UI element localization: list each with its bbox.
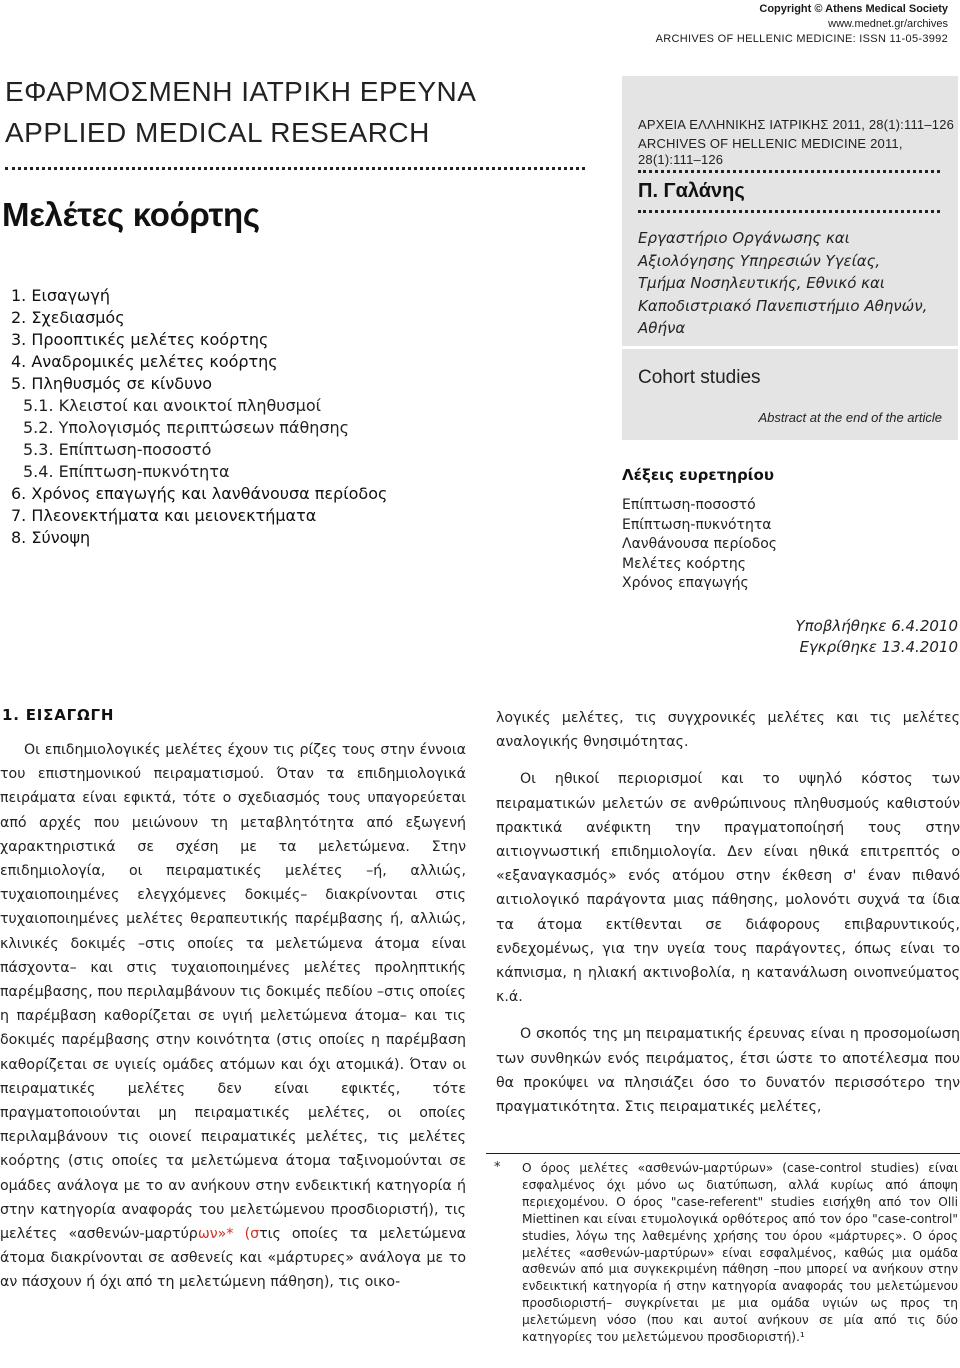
issn-line: ARCHIVES OF HELLENIC MEDICINE: ISSN 11-05-3992 — [655, 33, 948, 45]
section-title-english: APPLIED MEDICAL RESEARCH — [5, 117, 430, 148]
keyword: Μελέτες κοόρτης — [622, 555, 746, 572]
accepted-date: Εγκρίθηκε 13.4.2010 — [799, 638, 958, 656]
english-title: Cohort studies — [638, 367, 761, 388]
body-left-column — [0, 706, 466, 1295]
article-title: Μελέτες κοόρτης — [2, 196, 260, 233]
author-affiliation — [638, 227, 948, 340]
paragraph-text: τις οποίες τα μελετώμενα άτομα διακρίνονται σε ασθενείς και «μάρτυρες» ανάλογα με το αν πάσχουν ή όχι από τη μελετώμενη πάθηση), τις οικο- — [0, 1226, 466, 1291]
toc-item[interactable]: 1. Εισαγωγή — [11, 286, 111, 305]
footnote-mark: * — [494, 1160, 501, 1175]
keyword: Επίπτωση-ποσοστό — [622, 497, 756, 513]
toc-subitem[interactable]: 5.2. Υπολογισμός περιπτώσεων πάθησης — [23, 418, 350, 437]
journal-url[interactable]: www.mednet.gr/archives — [828, 18, 948, 30]
toc-item[interactable]: 4. Αναδρομικές μελέτες κοόρτης — [11, 352, 278, 371]
journal-citation-greek: ΑΡΧΕΙΑ ΕΛΛΗΝΙΚΗΣ ΙΑΤΡΙΚΗΣ 2011, 28(1):111–126 — [638, 117, 955, 132]
footnote-text: Ο όρος μελέτες «ασθενών-μαρτύρων» (case-control studies) είναι εσφαλμένος όχι μόνο ως διατύπωση, αλλά κυρίως από άποψη περιεχομένου. Ο όρος "case-referent" studies εισήχθη από τον Olli Miettinen και είναι ετυμολογικά ορθότερος από τον όρο "case-control" studies, λόγω της λαθεμένης χρήσης του όρου «μάρτυρες». Ο όρος μελέτες «ασθενών-μαρτύρων» είναι εσφαλμένος, καθώς μια ομάδα ασθενών από μια συγκεκριμένη πάθηση –που μπορεί να ανήκουν στην ενδεικτική κατηγορία ή στην κατηγορία αναφοράς του μελετώμενου προσδιοριστή– συγκρίνεται με μια ομάδα υγιών ως προς τη μελετώμενη νόσο (που και αυτοί ανήκουν σε μία από τις δύο κατηγορίες του μελετώμενου προσδιοριστή).¹ — [522, 1161, 958, 1345]
dotted-divider — [638, 170, 940, 173]
toc-subitem[interactable]: 5.1. Κλειστοί και ανοικτοί πληθυσμοί — [23, 396, 322, 415]
highlighted-text: (σ — [233, 1226, 260, 1243]
body-paragraph: Ο σκοπός της μη πειραματικής έρευνας είναι η προσομοίωση των συνθηκών ενός πειράματος, έτσι ώστε το αποτέλεσμα που θα προκύψει να πλησιάζει όσο το δυνατόν περισσότερο την πραγματικότητα. Στις πειραματικές μελέτες, — [496, 1026, 960, 1116]
keyword: Χρόνος επαγωγής — [622, 575, 749, 592]
journal-citation-english: ARCHIVES OF HELLENIC MEDICINE 2011, 28(1):111–126 — [638, 136, 903, 167]
keywords-list — [622, 496, 777, 594]
box-divider — [622, 346, 958, 349]
affiliation-line: Καποδιστριακό Πανεπιστήμιο Αθηνών, — [638, 296, 928, 315]
article-info-box — [622, 76, 958, 440]
toc-item[interactable]: 5. Πληθυσμός σε κίνδυνο — [11, 374, 213, 393]
copyright-line: Copyright © Athens Medical Society — [759, 3, 948, 15]
toc-item[interactable]: 3. Προοπτικές μελέτες κοόρτης — [11, 330, 269, 349]
abstract-note[interactable]: Abstract at the end of the article — [758, 410, 942, 425]
body-right-column — [496, 706, 960, 1119]
footnote-rule — [486, 1153, 960, 1154]
highlighted-text: ων»* — [197, 1226, 234, 1243]
author-name: Π. Γαλάνης — [638, 180, 745, 202]
table-of-contents — [11, 285, 387, 549]
affiliation-line: Τμήμα Νοσηλευτικής, Εθνικό και — [638, 274, 885, 292]
keyword: Επίπτωση-πυκνότητα — [622, 516, 772, 533]
body-paragraph: Οι ηθικοί περιορισμοί και το υψηλό κόστος των πειραματικών μελετών σε ανθρώπινους πληθυσμούς καθιστούν πρακτικά ανέφικτη την πραγματοποίησή τους στην αιτιογνωστική επιδημιολογία. Δεν είναι ηθικά επιτρεπτός ο «εξαναγκασμός» ενός ατόμου στην έκθεση σ' έναν πιθανό αιτιολογικό παράγοντα μιας πάθησης, μολονότι συχνά τα ίδια τα άτομα εκτίθενται σε διάφορους επιβαρυντικούς, ενδεχομένως, για την υγεία τους παράγοντες, όπως είναι το κάπνισμα, η ηλιακή ακτινοβολία, η κατανάλωση οινοπνεύματος κ.ά. — [496, 771, 960, 1006]
toc-item[interactable]: 7. Πλεονεκτήματα και μειονεκτήματα — [11, 506, 317, 525]
section-heading: 1. ΕΙΣΑΓΩΓΗ — [2, 706, 115, 724]
affiliation-line: Εργαστήριο Οργάνωσης και — [638, 229, 850, 247]
article-dates — [795, 616, 958, 658]
toc-subitem[interactable]: 5.4. Επίπτωση-πυκνότητα — [23, 462, 230, 481]
body-paragraph: λογικές μελέτες, τις συγχρονικές μελέτες και τις μελέτες αναλογικής θνησιμότητας. — [496, 710, 960, 751]
toc-item[interactable]: 8. Σύνοψη — [11, 528, 91, 547]
affiliation-line: Αξιολόγησης Υπηρεσιών Υγείας, — [638, 251, 881, 270]
paragraph-text: Οι επιδημιολογικές μελέτες έχουν τις ρίζες τους στην έννοια του επιστημονικού πειραματισμού. Όταν τα επιδημιολογικά πειράματα είναι εφικτά, τότε ο σχεδιασμός τους υπαγορεύεται από αρχές που μειώνουν τη μεταβλητότητα από εξωγενή χαρακτηριστικά σε σχέση με τα μελετώμενα. Στην επιδημιολογία, οι πειραματικές μελέτες –ή, αλλιώς, τυχαιοποιημένες ελεγχόμενες δοκιμές– διακρίνονται στις τυχαιοποιημένες μελέτες θεραπευτικής παρέμβασης ή, αλλιώς, κλινικές δοκιμές –στις οποίες τα μελετώμενα άτομα είναι πάσχοντα– και στις τυχαιοποιημένες μελέτες προληπτικής παρέμβασης, που περιλαμβάνουν τις δοκιμές πεδίου –στις οποίες η παρέμβαση καθορίζεται σε υγιή μελετώμενα άτομα– και τις δοκιμές παρέμβασης στην κοινότητα (στις οποίες η παρέμβαση καθορίζεται σε υγιείς ομάδες ατόμων και όχι ατομικά). Όταν οι πειραματικές μελέτες δεν είναι εφικτές, τότε πραγματοποιούνται μη πειραματικές μελέτες, οι οποίες περιλαμβάνουν τις οιονεί πειραματικές μελέτες, τις μελέτες κοόρτης (στις οποίες τα μελετώμενα άτομα ταξινομούνται σε ομάδες ανάλογα με το αν ανήκουν στην ενδεικτική κατηγορία ή στην κατηγορία αναφοράς του μελετώμενου προσδιοριστή), τις μελέτες «ασθενών-μαρτύρ — [0, 742, 467, 1243]
keyword: Λανθάνουσα περίοδος — [622, 536, 777, 553]
section-title-greek: ΕΦΑΡΜΟΣΜΕΝΗ ΙΑΤΡΙΚΗ ΕΡΕΥΝΑ — [5, 76, 477, 107]
submitted-date: Υποβλήθηκε 6.4.2010 — [795, 617, 958, 635]
toc-item[interactable]: 2. Σχεδιασμός — [11, 308, 125, 327]
copyright-block — [528, 2, 948, 47]
toc-subitem[interactable]: 5.3. Επίπτωση-ποσοστό — [23, 440, 212, 459]
body-paragraph — [0, 738, 466, 1295]
affiliation-line: Αθήνα — [638, 319, 686, 337]
toc-item[interactable]: 6. Χρόνος επαγωγής και λανθάνουσα περίοδος — [11, 484, 388, 503]
dotted-divider — [5, 167, 585, 173]
keywords-title: Λέξεις ευρετηρίου — [622, 466, 774, 484]
dotted-divider — [638, 210, 940, 213]
